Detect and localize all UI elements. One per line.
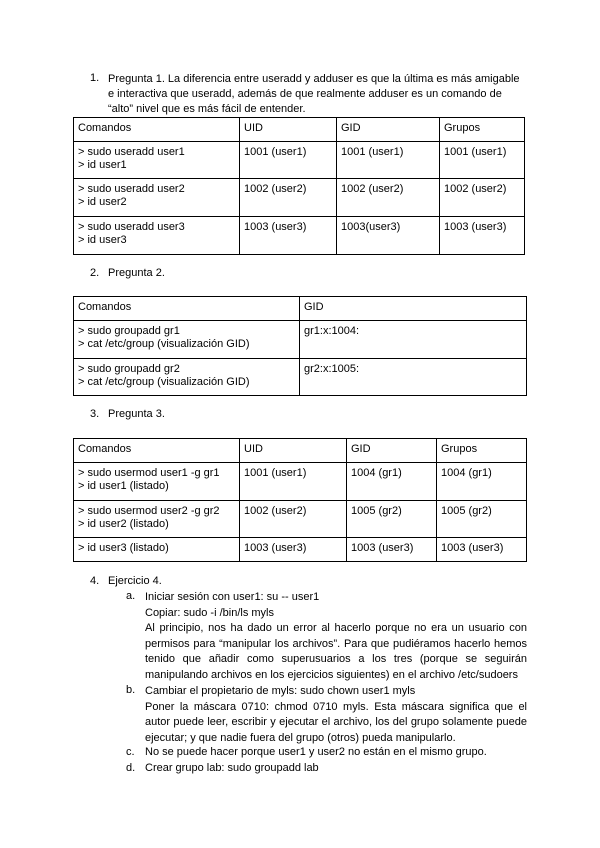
header-cell: UID — [240, 439, 347, 463]
command-line: > id user1 — [78, 159, 127, 171]
header-cell: UID — [240, 118, 337, 142]
gid-cell: gr1:x:1004: — [300, 321, 527, 359]
table-header-row — [74, 439, 527, 463]
gid-cell: 1001 (user1) — [337, 142, 440, 179]
header-cell: Grupos — [437, 439, 527, 463]
command-line: > cat /etc/group (visualización GID) — [78, 376, 250, 388]
command-line: > sudo groupadd gr2 — [78, 363, 180, 375]
q4a-text — [145, 590, 527, 684]
groups-cell: 1003 (user3) — [440, 217, 525, 255]
table-row — [74, 538, 527, 562]
command-cell — [74, 359, 300, 396]
gid-cell: 1004 (gr1) — [347, 463, 437, 501]
q2-title: Pregunta 2. — [108, 267, 165, 279]
q4c-letter: c. — [126, 746, 135, 758]
command-line: > sudo useradd user1 — [78, 146, 185, 158]
header-cell: Grupos — [440, 118, 525, 142]
groups-cell: 1001 (user1) — [440, 142, 525, 179]
command-cell — [74, 463, 240, 501]
table-row — [74, 501, 527, 538]
header-cell: GID — [337, 118, 440, 142]
gid-cell: 1005 (gr2) — [347, 501, 437, 538]
command-line: > sudo usermod user1 -g gr1 — [78, 467, 220, 479]
q4c-text: No se puede hacer porque user1 y user2 no están en el mismo grupo. — [145, 746, 487, 758]
q1-table — [73, 117, 525, 255]
q3-title: Pregunta 3. — [108, 408, 165, 420]
uid-cell: 1003 (user3) — [240, 217, 337, 255]
table-row — [74, 359, 527, 396]
uid-cell: 1001 (user1) — [240, 463, 347, 501]
groups-cell: 1003 (user3) — [437, 538, 527, 562]
groups-cell: 1005 (gr2) — [437, 501, 527, 538]
uid-cell: 1002 (user2) — [240, 179, 337, 217]
command-cell — [74, 217, 240, 255]
q2-table — [73, 296, 527, 396]
q4a-line: manipulando archivos en los ejercicios siguientes) en el archivo /etc/sudoers — [145, 668, 518, 681]
table-row — [74, 179, 525, 217]
q1-text — [108, 72, 528, 117]
uid-cell: 1002 (user2) — [240, 501, 347, 538]
command-cell — [74, 501, 240, 538]
groups-cell: 1002 (user2) — [440, 179, 525, 217]
q1-line: Pregunta 1. La diferencia entre useradd y adduser es que la última es más amigable — [108, 73, 520, 85]
q1-line: e interactiva que useradd, además de que realmente adduser es un comando de — [108, 88, 502, 100]
q4b-letter: b. — [126, 684, 136, 696]
table-row — [74, 142, 525, 179]
header-cell: GID — [347, 439, 437, 463]
q4d-text: Crear grupo lab: sudo groupadd lab — [145, 762, 319, 774]
table-header-row — [74, 297, 527, 321]
gid-cell: 1003(user3) — [337, 217, 440, 255]
table-row — [74, 321, 527, 359]
q3-number: 3. — [90, 408, 100, 420]
q4a-line: tenido que añadir como superusuarios a los tres (porque se seguirán — [145, 653, 527, 666]
uid-cell: 1003 (user3) — [240, 538, 347, 562]
q4a-line: Al principio, nos ha dado un error al hacerlo porque no era un usuario con — [145, 622, 527, 635]
command-line: > id user1 (listado) — [78, 480, 169, 492]
command-line: > sudo useradd user2 — [78, 183, 185, 195]
q4d-letter: d. — [126, 762, 136, 774]
q4a-line: Copiar: sudo -i /bin/ls myls — [145, 606, 274, 619]
q1-number: 1. — [90, 72, 100, 84]
command-cell — [74, 142, 240, 179]
command-line: > id user3 — [78, 234, 127, 246]
q4-title: Ejercicio 4. — [108, 575, 162, 587]
q4b-line: autor puede leer, escribir y ejecutar el archivo, los del grupo solamente puede — [145, 716, 527, 729]
q4a-letter: a. — [126, 590, 136, 602]
command-line: > sudo usermod user2 -g gr2 — [78, 505, 220, 517]
command-cell — [74, 321, 300, 359]
header-cell: Comandos — [74, 439, 240, 463]
command-line: > id user2 (listado) — [78, 518, 169, 530]
gid-cell: gr2:x:1005: — [300, 359, 527, 396]
q1-line: “alto” nivel que es más fácil de entender. — [108, 103, 306, 115]
header-cell: Comandos — [74, 118, 240, 142]
q4b-line: Cambiar el propietario de myls: sudo chown user1 myls — [145, 685, 416, 697]
header-cell: GID — [300, 297, 527, 321]
header-cell: Comandos — [74, 297, 300, 321]
command-line: > sudo useradd user3 — [78, 221, 185, 233]
command-cell — [74, 179, 240, 217]
command-cell — [74, 538, 240, 562]
q4b-line: Poner la máscara 0710: chmod 0710 myls. Esta máscara significa que el — [145, 700, 527, 713]
q4b-line: ejecutar; y que nadie fuera del grupo (otros) pueda manipularlo. — [145, 731, 456, 744]
q4-number: 4. — [90, 575, 100, 587]
q4a-line: permisos para “manipular los archivos”. Para que pudiéramos hacerlo hemos — [145, 637, 527, 650]
q4a-line: Iniciar sesión con user1: su -- user1 — [145, 591, 320, 603]
table-row — [74, 217, 525, 255]
gid-cell: 1003 (user3) — [347, 538, 437, 562]
command-line: > sudo groupadd gr1 — [78, 325, 180, 337]
q3-table — [73, 438, 527, 562]
q2-number: 2. — [90, 267, 100, 279]
groups-cell: 1004 (gr1) — [437, 463, 527, 501]
command-line: > id user3 (listado) — [78, 542, 169, 554]
table-row — [74, 463, 527, 501]
table-header-row — [74, 118, 525, 142]
command-line: > cat /etc/group (visualización GID) — [78, 338, 250, 350]
uid-cell: 1001 (user1) — [240, 142, 337, 179]
command-line: > id user2 — [78, 196, 127, 208]
gid-cell: 1002 (user2) — [337, 179, 440, 217]
q4b-text — [145, 684, 527, 746]
